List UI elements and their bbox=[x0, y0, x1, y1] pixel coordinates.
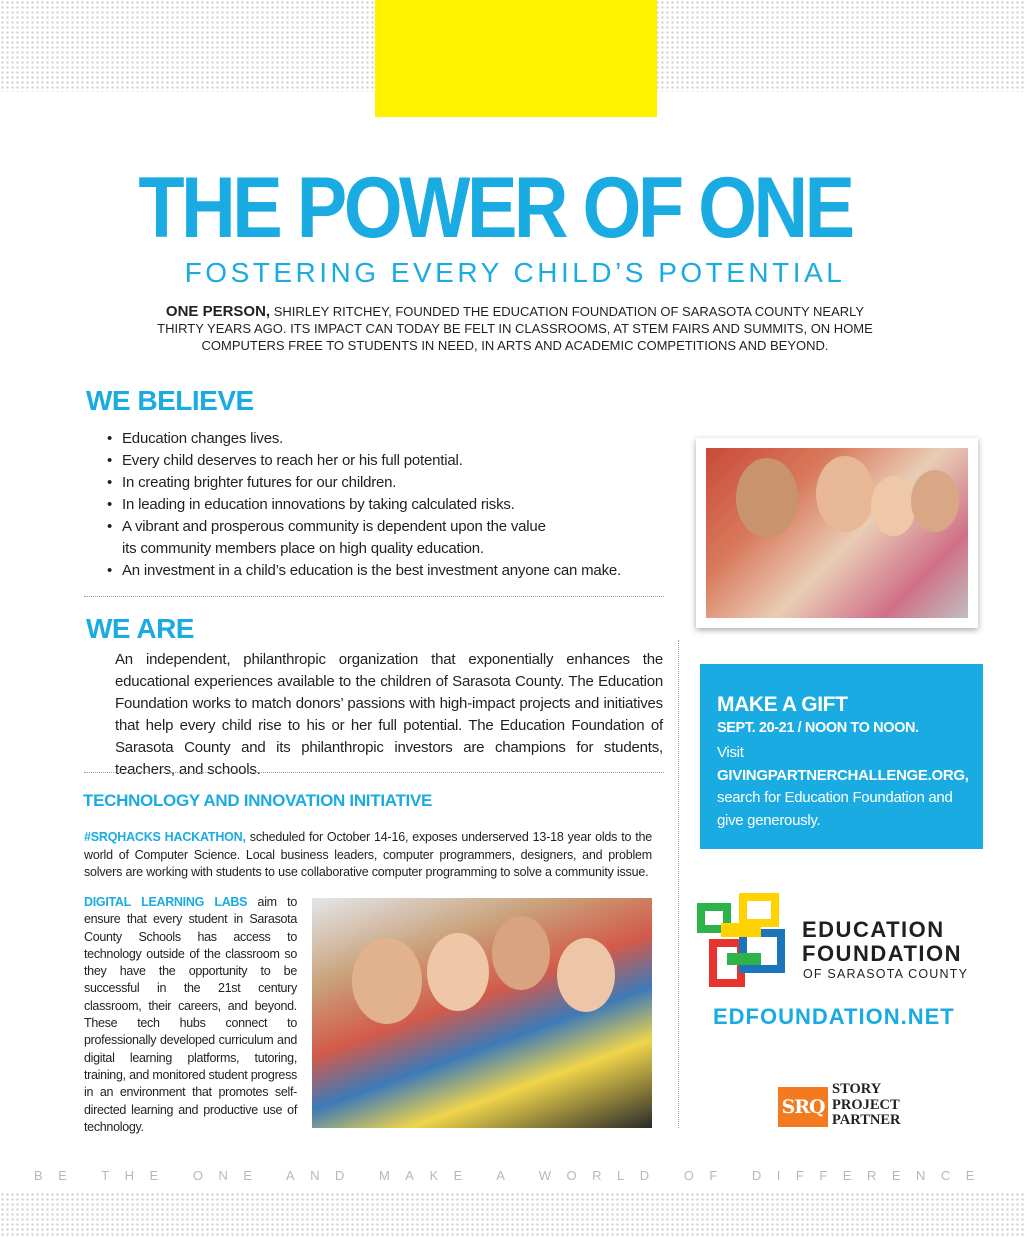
list-item: • Every child deserves to reach her or his full potential. bbox=[107, 450, 667, 472]
education-foundation-logo-icon bbox=[697, 893, 787, 988]
students-photo-image bbox=[706, 448, 968, 618]
intro-line-2: THIRTY YEARS AGO. ITS IMPACT CAN TODAY BE FELT IN CLASSROOMS, AT STEM FAIRS AND SUMMITS, ON HOME bbox=[157, 321, 873, 336]
gift-title: MAKE A GIFT bbox=[717, 693, 848, 716]
labs-text: aim to ensure that every student in Sarasota County Schools has access to technology outside of the classroom so they have the opportunity to be successful in the 21st century classroom, their careers, and beyond. These tech hubs connect to professionally developed curriculum and digital learning platforms, tutoring, training, and monitored student progress in an environment that promotes self-directed learning and productive use of technology. bbox=[84, 895, 297, 1134]
we-are-paragraph: An independent, philanthropic organization that exponentially enhances the educational experiences available to the children of Sarasota County. The Education Foundation works to match donors’ passions with high-impact projects and initiatives that help every child rise to his or her full potential. The Education Foundation of Sarasota County and its philanthropic investors are champions for students, teachers, and schools. bbox=[115, 651, 663, 778]
intro-line-1: SHIRLEY RITCHEY, FOUNDED THE EDUCATION FOUNDATION OF SARASOTA COUNTY NEARLY bbox=[270, 304, 865, 319]
srq-logo-icon: SRQ bbox=[778, 1087, 828, 1127]
gift-visit: Visit bbox=[717, 744, 744, 761]
organization-name-line-1: EDUCATION bbox=[802, 917, 945, 942]
we-believe-heading: WE BELIEVE bbox=[86, 385, 254, 416]
make-a-gift-panel bbox=[700, 664, 983, 849]
section-divider bbox=[84, 596, 664, 597]
we-believe-list bbox=[107, 428, 667, 582]
intro-lead: ONE PERSON, bbox=[165, 303, 271, 320]
gift-site-link[interactable]: GIVINGPARTNERCHALLENGE.ORG, bbox=[717, 766, 969, 784]
list-item: • In leading in education innovations by taking calculated risks. bbox=[107, 494, 667, 516]
organization-name bbox=[802, 918, 962, 966]
story-project-partner-label bbox=[832, 1082, 901, 1129]
section-divider bbox=[84, 772, 664, 773]
intro-paragraph bbox=[130, 303, 900, 354]
digital-labs-paragraph bbox=[84, 894, 297, 1136]
list-item: • Education changes lives. bbox=[107, 428, 667, 450]
page-title: THE POWER OF ONE bbox=[138, 160, 852, 256]
column-divider bbox=[678, 640, 679, 1128]
dot-pattern-bottom bbox=[0, 1192, 1024, 1237]
hackathon-keyword: #SRQHACKS HACKATHON, bbox=[84, 830, 246, 844]
hackathon-text: scheduled for October 14-16, exposes underserved 13-18 year olds to the world of Computer Science. Local business leaders, computer programmers, designers, and problem solvers are working with students to use collaborative computer programming to solve a community issue. bbox=[84, 830, 652, 879]
organization-website-link[interactable]: EDFOUNDATION.NET bbox=[713, 1004, 955, 1029]
gift-text bbox=[717, 742, 977, 832]
partner-line-3: PARTNER bbox=[832, 1112, 901, 1128]
intro-line-3: COMPUTERS FREE TO STUDENTS IN NEED, IN ARTS AND ACADEMIC COMPETITIONS AND BEYOND. bbox=[201, 338, 829, 353]
gift-rest: search for Education Foundation and give generously. bbox=[717, 789, 953, 829]
yellow-accent-block bbox=[375, 0, 657, 117]
list-item: • An investment in a child’s education is the best investment anyone can make. bbox=[107, 560, 667, 582]
organization-name-line-2: FOUNDATION bbox=[802, 941, 963, 966]
students-computer-photo bbox=[312, 898, 652, 1128]
we-are-heading: WE ARE bbox=[86, 613, 194, 644]
list-item: • A vibrant and prosperous community is dependent upon the value its community members place on high quality education. bbox=[107, 516, 552, 560]
partner-line-1: STORY bbox=[832, 1081, 882, 1097]
organization-subtitle: OF SARASOTA COUNTY bbox=[803, 967, 969, 981]
gift-date: SEPT. 20-21 / NOON TO NOON. bbox=[717, 720, 919, 736]
technology-heading: TECHNOLOGY AND INNOVATION INITIATIVE bbox=[83, 791, 433, 810]
hackathon-paragraph bbox=[84, 829, 652, 882]
footer-tagline: BE THE ONE AND MAKE A WORLD OF DIFFERENCE bbox=[34, 1168, 990, 1183]
labs-keyword: DIGITAL LEARNING LABS bbox=[84, 895, 248, 909]
page-subtitle: FOSTERING EVERY CHILD’S POTENTIAL bbox=[184, 257, 846, 288]
list-item: • In creating brighter futures for our children. bbox=[107, 472, 667, 494]
students-photo bbox=[696, 438, 978, 628]
partner-line-2: PROJECT bbox=[832, 1096, 900, 1113]
